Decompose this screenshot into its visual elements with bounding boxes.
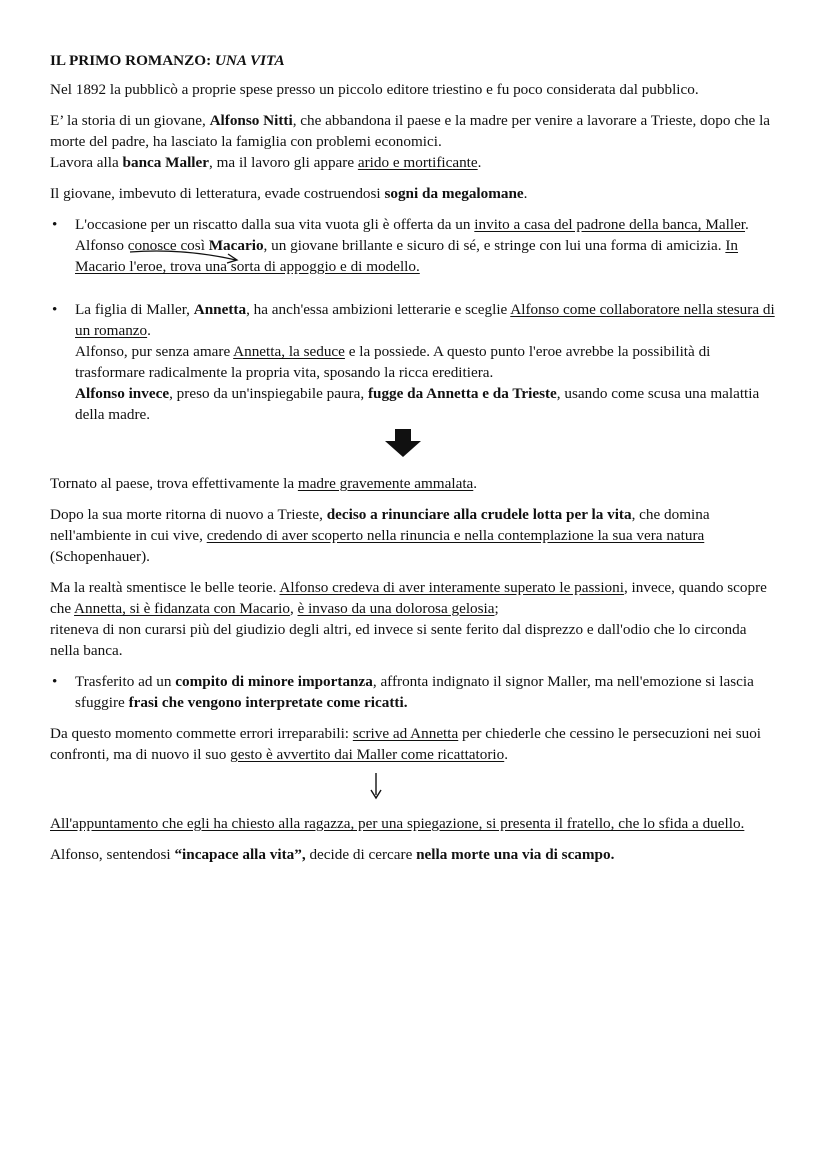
thin-down-arrow-icon bbox=[50, 775, 778, 809]
story-paragraph: E’ la storia di un giovane, Alfonso Nitti, che abbandona il paese e la madre per venire a lavorare a Trieste, dopo che la morte del padre, ha lasciato la famiglia con problemi economici. Lavora alla banca Maller, ma il lavoro gli appare arido e mortificante. bbox=[50, 112, 771, 171]
down-arrow-icon bbox=[50, 435, 778, 469]
intro-paragraph: Nel 1892 la pubblicò a proprie spese presso un piccolo editore triestino e fu poco considerata dal pubblico. bbox=[50, 81, 699, 98]
duel-paragraph: All'appuntamento che egli ha chiesto alla ragazza, per una spiegazione, si presenta il fratello, che lo sfida a duello. bbox=[50, 815, 745, 832]
errors-paragraph: Da questo momento commette errori irreparabili: scrive ad Annetta per chiederle che cessino le persecuzioni nei suoi confronti, ma di nuovo il suo gesto è avvertito dai Maller come ricattatorio. bbox=[50, 725, 762, 763]
conclusion-paragraph: Alfonso, sentendosi “incapace alla vita”, decide di cercare nella morte una via di scampo. bbox=[50, 846, 615, 863]
bullet-dot: • bbox=[52, 216, 58, 233]
bullet-item-annetta: • La figlia di Maller, Annetta, ha anch'essa ambizioni letterarie e sceglie Alfonso come collaboratore nella stesura di un romanzo. Alfonso, pur senza amare Annetta, la seduce e la possiede. A questo punto l'eroe avrebbe la possibilità di trasformare radicalmente la propria vita, sposando la ricca ereditiera. Alfonso invece, preso da un'inspiegabile paura, fugge da Annetta e da Trieste, usando come scusa una malattia della madre. bbox=[52, 301, 775, 423]
dreams-paragraph: Il giovane, imbevuto di letteratura, evade costruendosi sogni da megalomane. bbox=[50, 185, 528, 202]
document-page bbox=[50, 50, 778, 875]
bullet-item-macario: • L'occasione per un riscatto dalla sua vita vuota gli è offerta da un invito a casa del padrone della banca, Maller. Alfonso conosce così Macario, un giovane brillante e sicuro di sé, e stringe con lui una forma di amicizia. In Macario l'eroe, trova una sorta di appoggio e di modello. bbox=[52, 216, 749, 275]
curved-arrow-icon bbox=[128, 246, 240, 266]
bullet-dot: • bbox=[52, 301, 58, 318]
renunciation-paragraph: Dopo la sua morte ritorna di nuovo a Trieste, deciso a rinunciare alla crudele lotta per la vita, che domina nell'ambiente in cui vive, credendo di aver scoperto nella rinuncia e nella contemplazione la sua vera natura (Schopenhauer). bbox=[50, 506, 710, 565]
down-arrow-icon bbox=[383, 427, 423, 461]
bullet-item-transfer: • Trasferito ad un compito di minore importanza, affronta indignato il signor Maller, ma nell'emozione si lascia sfuggire frasi che vengono interpretate come ricatti. bbox=[52, 673, 754, 711]
thin-down-arrow-icon bbox=[368, 771, 384, 803]
reality-paragraph: Ma la realtà smentisce le belle teorie. Alfonso credeva di aver interamente superato le passioni, invece, quando scopre che Annetta, si è fidanzata con Macario, è invaso da una dolorosa gelosia; riteneva di non curarsi più del giudizio degli altri, ed invece si sente ferito dal disprezzo e dall'odio che lo circonda nella banca. bbox=[50, 579, 767, 659]
page-title: IL PRIMO ROMANZO: UNA VITA bbox=[50, 52, 285, 69]
bullet-dot: • bbox=[52, 673, 58, 690]
return-paragraph: Tornato al paese, trova effettivamente la madre gravemente ammalata. bbox=[50, 475, 478, 492]
